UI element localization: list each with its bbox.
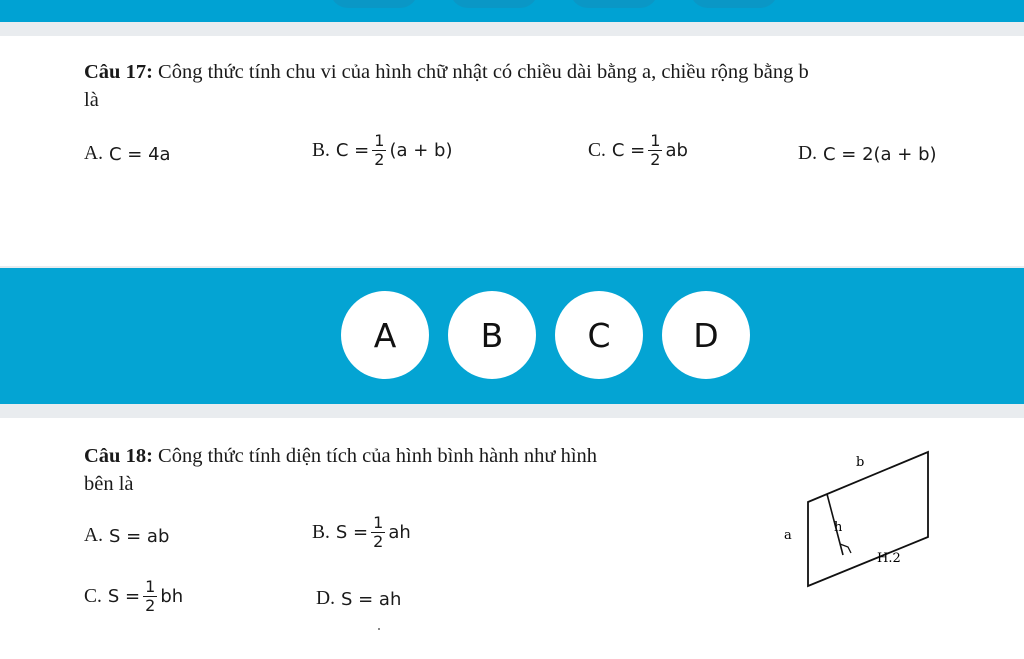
question-18-text <box>84 442 597 498</box>
fraction-numerator: 1 <box>373 513 384 532</box>
question-17-option-c <box>588 132 688 169</box>
parallelogram-figure <box>770 448 970 588</box>
option-formula-prefix: C = <box>335 140 370 161</box>
option-formula: C = 4a <box>108 143 171 165</box>
fraction <box>371 514 385 551</box>
option-letter: A. <box>84 525 103 546</box>
figure-caption: H.2 <box>877 551 901 566</box>
option-formula-suffix: ab <box>665 140 688 161</box>
option-letter: D. <box>798 143 817 164</box>
option-formula-prefix: C = <box>611 140 646 161</box>
option-letter: C. <box>84 585 102 607</box>
fraction <box>648 132 662 169</box>
answer-a-button[interactable]: A <box>341 291 429 379</box>
question-17-text <box>84 58 809 114</box>
option-letter: C. <box>588 139 606 161</box>
option-formula-suffix: bh <box>160 586 184 607</box>
label-b: b <box>856 455 865 470</box>
banner-tab <box>450 0 538 8</box>
question-17-card <box>0 36 1024 266</box>
fraction <box>143 578 157 615</box>
banner-tab <box>570 0 658 8</box>
option-letter: D. <box>316 588 335 609</box>
banner-tab <box>330 0 418 8</box>
option-letter: B. <box>312 521 330 543</box>
option-formula-suffix: ah <box>388 522 411 543</box>
question-18-line2: bên là <box>84 473 134 495</box>
question-18-card <box>0 418 1024 659</box>
fraction-denominator: 2 <box>145 596 156 615</box>
option-letter: A. <box>84 143 103 164</box>
question-17-option-d <box>798 143 937 165</box>
option-formula: C = 2(a + b) <box>822 143 937 165</box>
question-17-line2: là <box>84 89 99 111</box>
top-banner <box>0 0 1024 22</box>
question-17-line1: Công thức tính chu vi của hình chữ nhật có chiều dài bằng a, chiều rộng bằng b <box>158 61 809 83</box>
answer-bar <box>0 268 1024 404</box>
fraction-denominator: 2 <box>650 150 661 169</box>
question-17-option-b <box>312 132 452 169</box>
answer-d-button[interactable]: D <box>662 291 750 379</box>
option-letter: B. <box>312 139 330 161</box>
fraction <box>372 132 386 169</box>
parallelogram-shape <box>808 452 928 586</box>
question-18-option-d <box>316 588 401 610</box>
option-formula-prefix: S = <box>335 522 369 543</box>
question-18-option-c <box>84 578 183 615</box>
answer-b-button[interactable]: B <box>448 291 536 379</box>
option-formula-prefix: S = <box>107 586 141 607</box>
label-h: h <box>834 520 843 535</box>
question-17-option-a <box>84 143 171 165</box>
fraction-numerator: 1 <box>145 577 156 596</box>
question-18-option-a <box>84 525 169 547</box>
stray-dot <box>378 628 380 630</box>
fraction-denominator: 2 <box>373 532 384 551</box>
fraction-numerator: 1 <box>650 131 661 150</box>
question-17-number: Câu 17: <box>84 61 153 83</box>
question-18-number: Câu 18: <box>84 445 153 467</box>
banner-tab <box>690 0 778 8</box>
option-formula: S = ah <box>340 588 402 610</box>
option-formula: S = ab <box>108 525 170 547</box>
fraction-numerator: 1 <box>374 131 385 150</box>
question-18-line1: Công thức tính diện tích của hình bình hành như hình <box>158 445 598 467</box>
option-formula-suffix: (a + b) <box>389 140 453 161</box>
fraction-denominator: 2 <box>374 150 385 169</box>
answer-c-button[interactable]: C <box>555 291 643 379</box>
question-18-option-b <box>312 514 411 551</box>
label-a: a <box>784 528 792 543</box>
